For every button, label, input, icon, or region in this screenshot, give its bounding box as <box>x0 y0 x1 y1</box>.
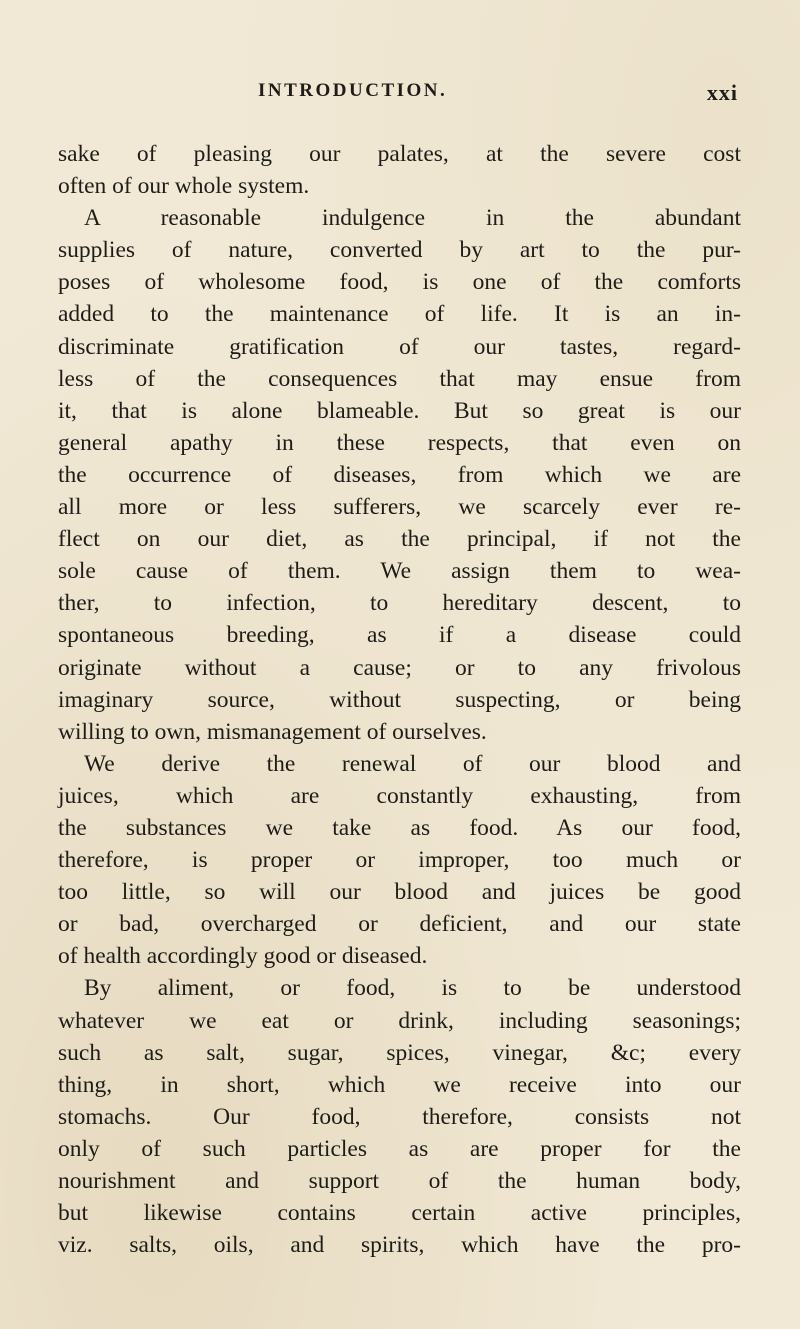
text-line: sake of pleasing our palates, at the severe cost <box>58 141 741 167</box>
text-line: all more or less sufferers, we scarcely ever re- <box>58 494 741 521</box>
text-line: thing, in short, which we receive into our <box>58 1071 741 1098</box>
text-line: ther, to infection, to hereditary descent, to <box>58 590 741 617</box>
text-line: discriminate gratification of our tastes, regard- <box>58 333 741 360</box>
text-line: often of our whole system. <box>58 173 310 200</box>
text-line: We derive the renewal of our blood and <box>84 750 741 777</box>
text-line: By aliment, or food, is to be understood <box>84 975 741 1002</box>
text-line: the occurrence of diseases, from which we are <box>58 461 741 488</box>
text-line: sole cause of them. We assign them to wea- <box>58 558 741 585</box>
text-line: originate without a cause; or to any frivolous <box>58 654 741 681</box>
text-line: but likewise contains certain active principles, <box>58 1200 741 1227</box>
text-line: such as salt, sugar, spices, vinegar, &c; every <box>58 1039 741 1066</box>
text-line: flect on our diet, as the principal, if not the <box>58 526 741 553</box>
text-line: supplies of nature, converted by art to the pur- <box>58 237 741 264</box>
text-line: therefore, is proper or improper, too much or <box>58 847 741 874</box>
text-line: A reasonable indulgence in the abundant <box>84 205 741 232</box>
text-line: nourishment and support of the human body, <box>58 1168 741 1194</box>
page-header <box>58 80 738 110</box>
text-line: of health accordingly good or diseased. <box>58 943 428 970</box>
text-line: poses of wholesome food, is one of the comforts <box>58 269 741 296</box>
text-line: stomachs. Our food, therefore, consists not <box>58 1103 741 1130</box>
text-line: juices, which are constantly exhausting, from <box>58 782 741 809</box>
text-line: it, that is alone blameable. But so great is our <box>58 397 741 424</box>
text-line: whatever we eat or drink, including seasonings; <box>58 1007 741 1034</box>
text-line: the substances we take as food. As our food, <box>58 814 741 841</box>
text-line: imaginary source, without suspecting, or being <box>58 686 741 713</box>
text-line: general apathy in these respects, that even on <box>58 429 741 456</box>
text-line: or bad, overcharged or deficient, and our state <box>58 911 741 938</box>
page-number: xxi <box>706 80 738 105</box>
text-line: too little, so will our blood and juices be good <box>58 879 741 906</box>
body-text <box>58 138 741 1261</box>
running-title: INTRODUCTION. <box>258 80 448 101</box>
text-line: viz. salts, oils, and spirits, which have the pro- <box>58 1232 741 1259</box>
text-line: willing to own, mismanagement of ourselves. <box>58 718 487 745</box>
text-line: spontaneous breeding, as if a disease could <box>58 622 741 649</box>
text-line: only of such particles as are proper for the <box>58 1135 741 1162</box>
text-line: added to the maintenance of life. It is an in- <box>58 301 741 328</box>
text-line: less of the consequences that may ensue from <box>58 365 741 392</box>
